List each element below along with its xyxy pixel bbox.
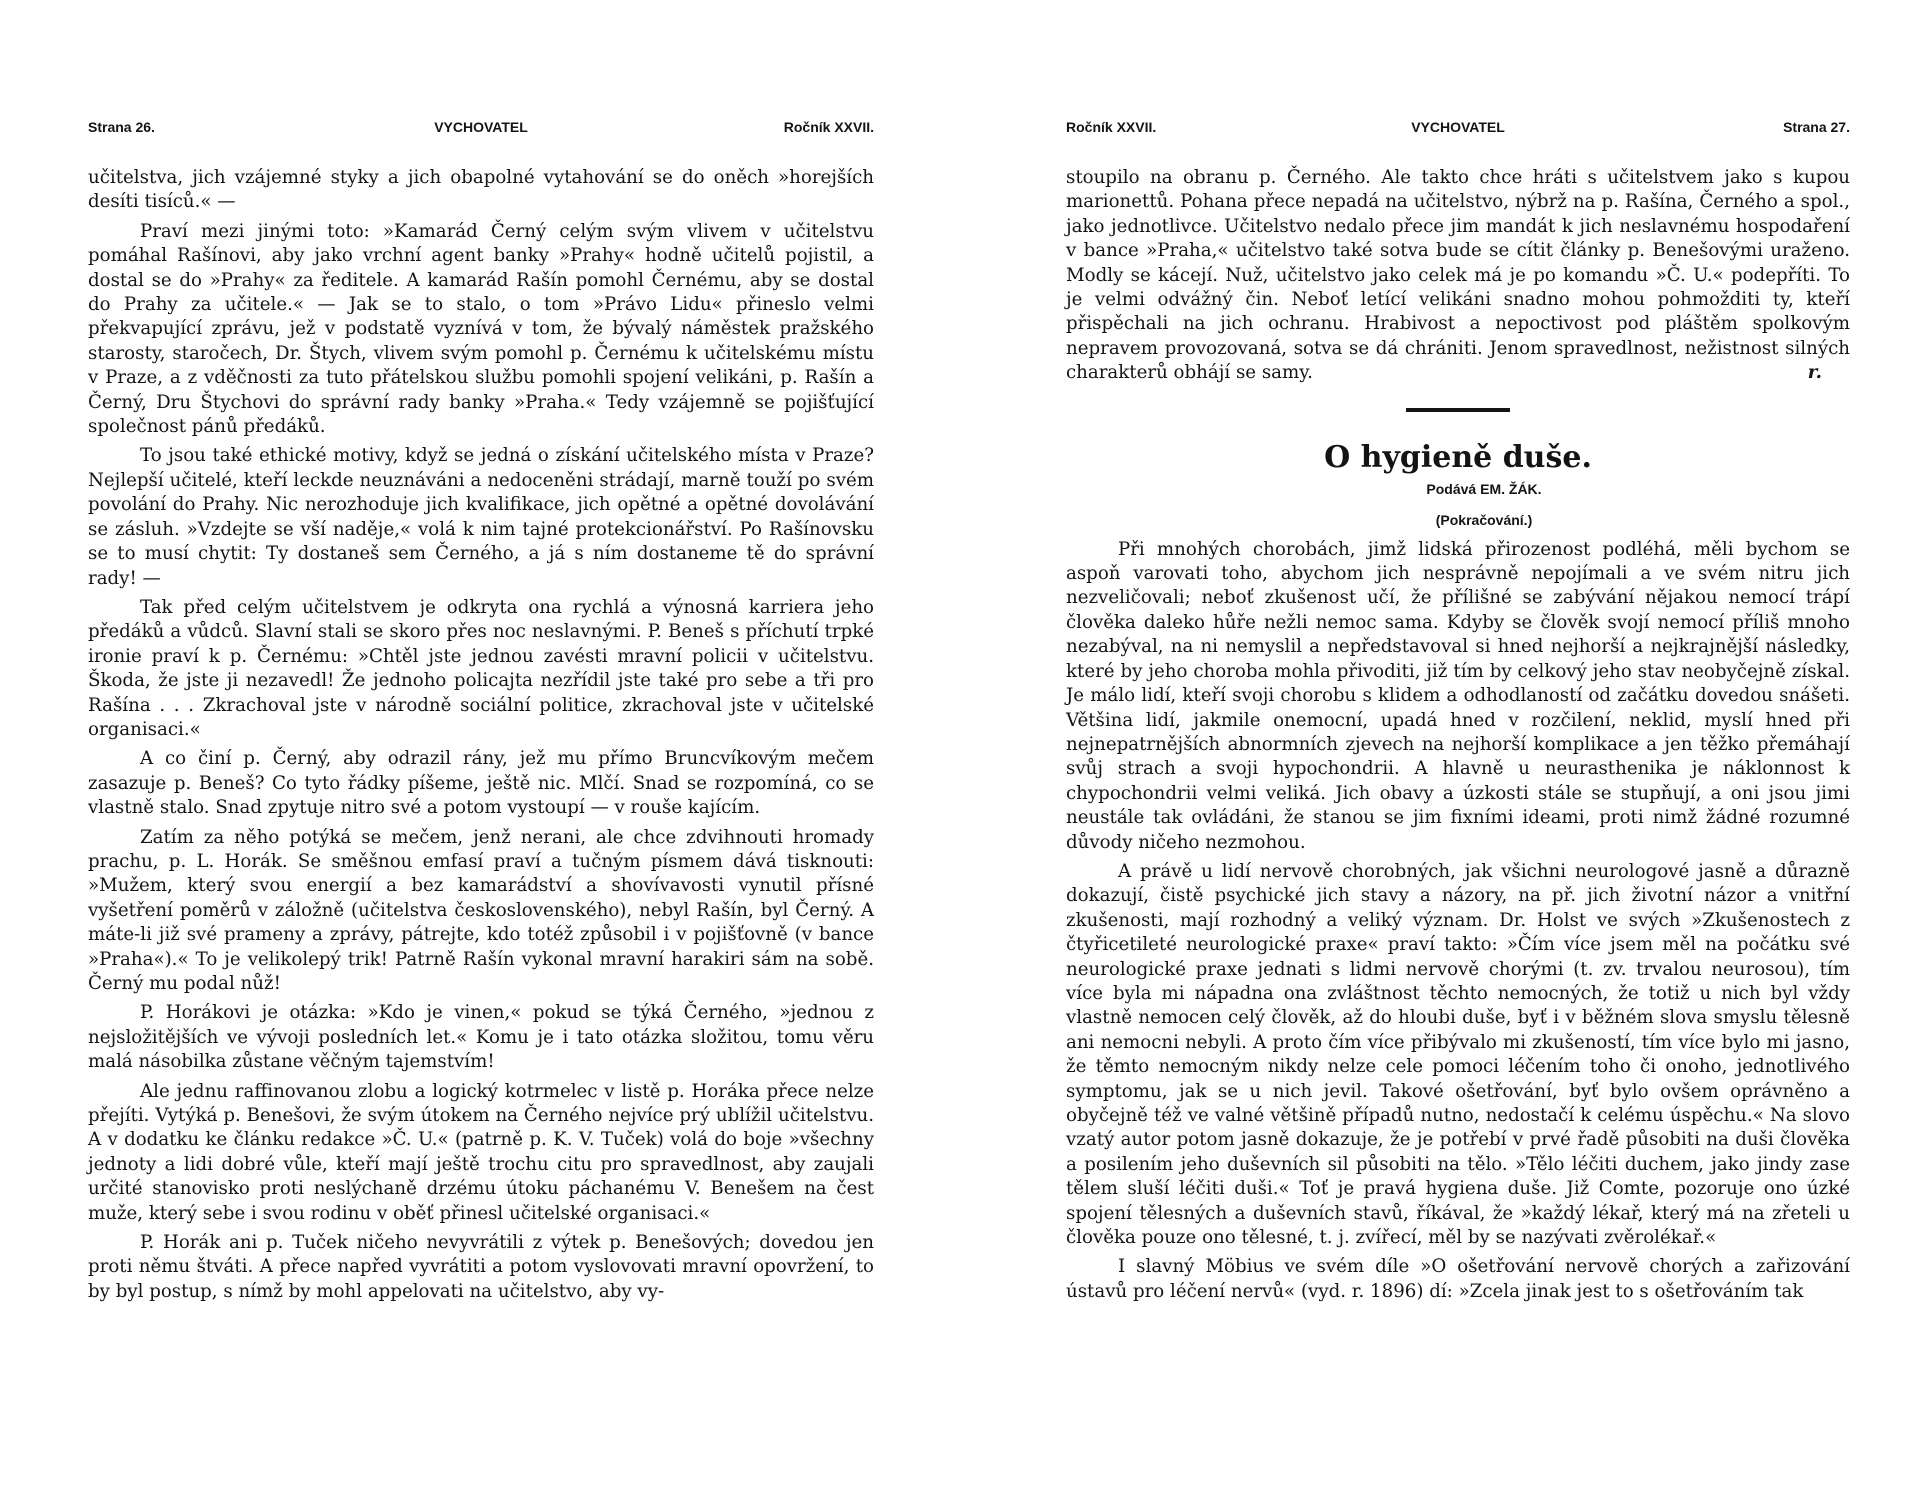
page-number-right: Strana 27.	[1783, 119, 1850, 135]
paragraph	[1066, 166, 1850, 386]
paragraph: A právě u lidí nervově chorobných, jak všichni neurologové jasně a důrazně dokazují, čistě psychické jich stavy a názory, na př. jich životní názor a vnitřní zkušenosti, mají rozhodný a veliký význam. Dr. Holst ve svých »Zkušenostech z čtyřicetileté neurologické praxe« praví takto: »Čím více jsem měl na počátku své neurologické praxe jednati s lidmi nervově chorými (t. zv. trvalou neurosou), tím více byla mi nápadna ona zvláštnost těchto nemocných, že totiž u nich byl vždy vlastně nemocen celý člověk, až do hloubi duše, byť i v běžném slova smyslu tělesně ani nemocni nebyli. A proto čím více přibývalo mi zkušeností, tím více bylo mi jasno, že těmto nemocným nikdy nelze cele pomoci léčením toho či onoho, jednotlivého symptomu, jak se u nich jevil. Takové ošetřování, byť bylo ovšem oprávněno a obyčejně též ve valné většině případů nutno, nedostačí k celému úspěchu.« Na slovo vzatý autor potom jasně dokazuje, že je potřebí v prvé řadě působiti na duši člověka a posilením jeho duševních sil působiti na tělo. »Tělo léčiti duchem, jako jindy zase tělem sluší léčiti duši.« Toť je pravá hygiena duše. Již Comte, pozoruje ono úzké spojení tělesných a duševních stavů, říkával, že »každý lékař, který má na zřeteli u člověka pouze ono tělesné, t. j. zvířecí, měl by se nazývati zvěrolékař.«	[1066, 860, 1850, 1249]
left-body-text	[88, 166, 874, 1309]
paragraph: Při mnohých chorobách, jimž lidská přirozenost podléhá, měli bychom se aspoň varovati toho, abychom jich nesprávně nepojímali a ve svém nitru jich nezveličovali; neboť zkušenost učí, že přílišné se zabývání nějakou nemocí trápí člověka daleko hůře nežli nemoc sama. Kdyby se člověk svojí nemocí příliš mnoho nezabýval, na ni nemyslil a nepředstavoval si hned nejhorší a nejkrajnější následky, které by jeho choroba mohla přivoditi, již tím by celkový jeho stav neobyčejně získal. Je málo lidí, kteří svoji chorobu s klidem a odhodlaností od začátku dovedou snášeti. Většina lidí, jakmile onemocní, upadá hned v rozčilení, neklid, myslí hned při nejnepatrnějších abnormních zjevech na nejhorší komplikace a jen těžko přemáhají svůj strach a svoji hypochondrii. A hlavně u neurasthenika je náklonnost k chypochondrii velmi veliká. Jich obavy a úzkosti stále se stupňují, a oni jsou jimi neustále tak ovládáni, že stanou se jim fixními ideami, proti nimž žádné rozumné důvody ničeho nezmohou.	[1066, 538, 1850, 853]
paragraph: To jsou také ethické motivy, když se jedná o získání učitelského místa v Praze? Nejlepší učitelé, kteří leckde neuznáváni a nedoceněni strádají, marně touží po svém povolání do Prahy. Nic nerozhoduje jich kvalifikace, jich opětné a opětné dovolávání se zásluh. »Vzdejte se vší naděje,« volá k nim tajné protekcionářství. Po Rašínovsku se to musí chytit: Ty dostaneš sem Černého, a já s ním dostaneme tě do správní rady! —	[88, 445, 874, 589]
left-running-head	[88, 119, 874, 139]
volume-right: Ročník XXVII.	[1066, 119, 1157, 135]
right-running-head	[1066, 119, 1850, 139]
paragraph: P. Horákovi je otázka: »Kdo je vinen,« pokud se týká Černého, »jednou z nejsložitějších ve vývoji posledních let.« Komu je i tato otázka složitou, tomu věru malá násobilka zůstane věčným tajemstvím!	[88, 1002, 874, 1073]
journal-title-left: VYCHOVATEL	[434, 119, 528, 135]
paragraph: Praví mezi jinými toto: »Kamarád Černý celým svým vlivem v učitelstvu pomáhal Rašínovi, aby jako vrchní agent banky »Prahy« hodně učitelů pojistil, a dostal se do »Prahy« za ředitele. A kamarád Rašín pomohl Černému, aby se dostal do Prahy za učitele.« — Jak se to stalo, o tom »Právo Lidu« přineslo velmi překvapující zprávu, jež v podstatě vyznívá v tom, že bývalý náměstek pražského starosty, staročech, Dr. Štych, vlivem svým pomohl p. Černému k učitelskému místu v Praze, a z vděčnosti za tuto přátelskou službu pomohli spojení velikáni, p. Rašín a Černý, Dru Štychovi do správní rady banky »Praha.« Tedy vzájemně se pojišťující společnost pánů předáků.	[88, 220, 874, 438]
paragraph-text: stoupilo na obranu p. Černého. Ale takto chce hráti s učitelstvem jako s kupou marionettů. Pohana přece nepadá na učitelstvo, nýbrž na p. Rašína, Černého a spol., jako jednotlivce. Učitelstvo nedalo přece jim mandát k jich neslavnému hospodaření v bance »Praha,« učitelstvo také sotva bude se cítit články p. Benešovými uraženo. Modly se kácejí. Nuž, učitelstvo jako celek má je po komandu »Č. U.« podepříti. To je velmi odvážný čin. Neboť letící velikáni snadno mohou pohmožditi ty, kteří přispěchali na jich ochranu. Hrabivost a nepoctivost pod pláštěm spolkovým nepravem provozovaná, sotva se dá chrániti. Jenom spravedlnost, nežistnost silných charakterů obhájí se samy.	[1066, 167, 1850, 384]
paragraph: učitelstva, jich vzájemné styky a jich obapolné vytahování se do oněch »horejších desíti tisíců.« —	[88, 167, 874, 213]
paragraph: I slavný Möbius ve svém díle »O ošetřování nervově chorých a zařizování ústavů pro léčení nervů« (vyd. r. 1896) dí: »Zcela jinak jest to s ošetřováním tak	[1066, 1256, 1850, 1302]
article-title: O hygieně duše.	[1324, 439, 1592, 475]
article-continued-note: (Pokračování.)	[1435, 511, 1533, 528]
article-author: Podává EM. ŽÁK.	[1426, 480, 1542, 497]
paragraph: Tak před celým učitelstvem je odkryta ona rychlá a výnosná karriera jeho předáků a vůdců. Slavní stali se skoro přes noc neslavnými. P. Beneš s příchutí trpké ironie praví k p. Černému: »Chtěl jste jednou zavésti mravní policii v učitelstvu. Škoda, že jste ji nezavedl! Že jednoho policajta nezřídil jste také pro sebe a tři pro Rašína . . . Zkrachoval jste v národně sociální politice, zkrachoval jste v učitelské organisaci.«	[88, 596, 874, 740]
paragraph: A co činí p. Černý, aby odrazil rány, jež mu přímo Bruncvíkovým mečem zasazuje p. Beneš? Co tyto řádky píšeme, ještě nic. Mlčí. Snad se rozpomíná, co se vlastně stalo. Snad zpytuje nitro své a potom vystoupí — v rouše kajícím.	[88, 748, 874, 819]
section-divider	[1406, 408, 1510, 412]
left-page	[88, 0, 874, 1501]
volume-left: Ročník XXVII.	[783, 119, 874, 135]
page-number-left: Strana 26.	[88, 119, 155, 135]
right-body-text	[1066, 166, 1850, 1309]
author-signature: r.	[1807, 362, 1822, 384]
right-page	[1066, 0, 1850, 1501]
paragraph: Zatím za něho potýká se mečem, jenž nerani, ale chce zdvihnouti hromady prachu, p. L. Horák. Se směšnou emfasí praví a tučným písmem dává tisknouti: »Mužem, který svou energií a bez kamarádství a shovívavosti vynutil přísné vyšetření poměrů v záložně (učitelstva československého), nebyl Rašín, byl Černý. A máte-li již své prameny a zprávy, pátrejte, kdo totéž způsobil i v pojišťovně (v bance »Praha«).« To je velikolepý trik! Patrně Rašín vykonal mravní harakiri sám na sobě. Černý mu podal nůž!	[88, 826, 874, 994]
journal-title-right: VYCHOVATEL	[1411, 119, 1505, 135]
paragraph: P. Horák ani p. Tuček ničeho nevyvrátili z výtek p. Benešových; dovedou jen proti němu štváti. A přece napřed vyvrátiti a potom vyslovovati mravní opovržení, to by byl postup, s nímž by mohl appelovati na učitelstvo, aby vy-	[88, 1232, 874, 1302]
paragraph: Ale jednu raffinovanou zlobu a logický kotrmelec v listě p. Horáka přece nelze přejíti. Vytýká p. Benešovi, že svým útokem na Černého nejvíce prý ublížil učitelstvu. A v dodatku ke článku redakce »Č. U.« (patrně p. K. V. Tuček) volá do boje »všechny jednoty a lidi dobré vůle, kteří mají ještě trochu citu pro spravedlnost, aby zaujali určité stanovisko proti neslýchaně drzému útoku páchanému V. Benešem na čest muže, který sebe i svou rodinu v oběť přinesl učitelské organisaci.«	[88, 1080, 874, 1224]
